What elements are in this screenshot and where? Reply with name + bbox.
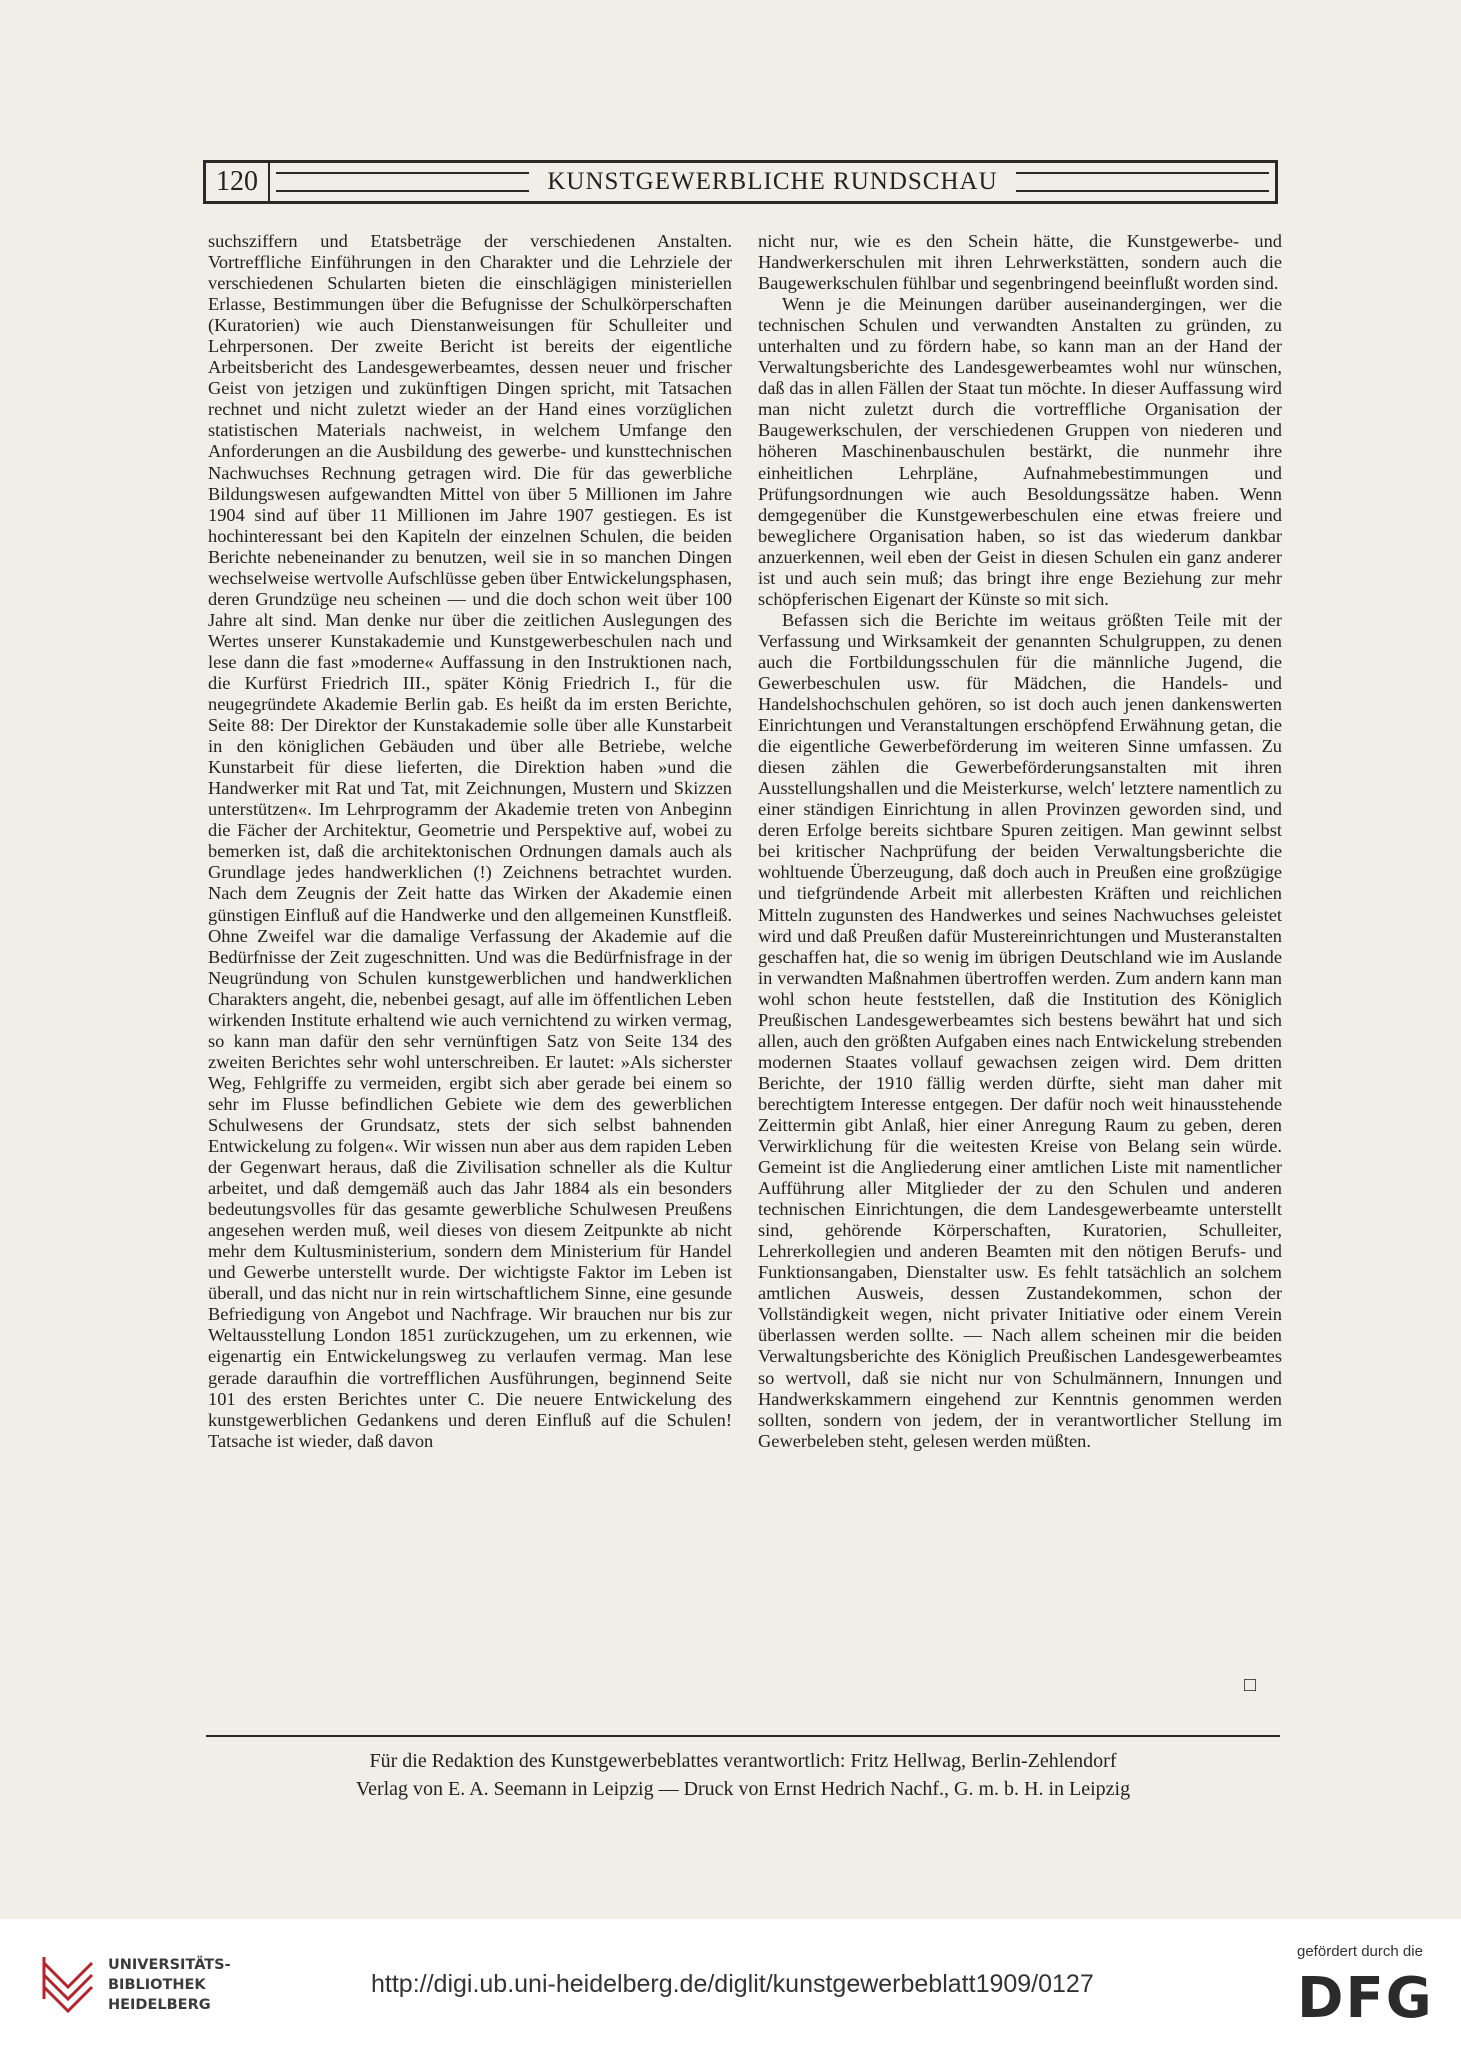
library-name-line-3: HEIDELBERG bbox=[108, 1997, 211, 2013]
library-name-line-2: BIBLIOTHEK bbox=[108, 1977, 206, 1993]
header-rule-right bbox=[1016, 172, 1269, 192]
header-rule-left bbox=[276, 172, 529, 192]
ub-heidelberg-logo-icon bbox=[38, 1953, 98, 2017]
permalink-url[interactable]: http://digi.ub.uni-heidelberg.de/diglit/kunstgewerbeblatt1909/0127 bbox=[371, 1970, 1094, 1998]
running-header bbox=[203, 160, 1278, 204]
right-paragraph-2: Wenn je die Meinungen darüber auseinandergingen, wer die technischen Schulen und verwandten Anstalten zu gründen, zu unterhalten und zu fördern habe, so kann man an der Hand der Verwaltungsberichte des Landesgewerbeamtes wohl nur wünschen, daß das in allen Fällen der Staat tun möchte. In dieser Auffassung wird man nicht zuletzt durch die vortreffliche Organisation der Baugewerkschulen, der verschiedenen Gruppen von niederen und höheren Maschinenbauschulen bestärkt, die nunmehr ihre einheitlichen Lehrpläne, Aufnahmebestimmungen und Prüfungsordnungen wie auch Besoldungssätze haben. Wenn demgegenüber die Kunstgewerbeschulen eine etwas freiere und beweglichere Organisation haben, so ist das wiederum dankbar anzuerkennen, weil eben der Geist in diesen Schulen ein ganz anderer ist und auch sein muß; das bringt ihre enge Beziehung zur mehr schöpferischen Eigenart der Künste so mit sich. bbox=[758, 294, 1282, 609]
page-number: 120 bbox=[206, 163, 270, 201]
funding-caption: gefördert durch die bbox=[1297, 1943, 1423, 1960]
right-paragraph-1: nicht nur, wie es den Schein hätte, die Kunstgewerbe- und Handwerkerschulen mit ihren Lehrwerkstätten, sondern auch die Baugewerkschulen fühlbar und segenbringend beeinflußt worden sind. bbox=[758, 231, 1282, 294]
dfg-logo: DFG bbox=[1297, 1966, 1434, 2031]
library-name-line-1: UNIVERSITÄTS- bbox=[108, 1957, 231, 1973]
right-column bbox=[758, 231, 1282, 1452]
imprint-publisher: Verlag von E. A. Seemann in Leipzig — Druck von Ernst Hedrich Nachf., G. m. b. H. in Leipzig bbox=[355, 1778, 1131, 1800]
digitization-footer bbox=[0, 1919, 1461, 2052]
imprint-editor: Für die Redaktion des Kunstgewerbeblattes verantwortlich: Fritz Hellwag, Berlin-Zehlendorf bbox=[369, 1750, 1117, 1772]
article-end-mark: □ bbox=[1244, 1674, 1257, 1696]
right-paragraph-3: Befassen sich die Berichte im weitaus größten Teile mit der Verfassung und Wirksamkeit der genannten Schulgruppen, zu denen auch die Fortbildungsschulen für die männliche Jugend, die Gewerbeschulen usw. für Mädchen, die Handels- und Handelshochschulen gehören, so ist doch auch jenen dankenswerten Einrichtungen und Veranstaltungen erschöpfend Erwähnung getan, die die eigentliche Gewerbeförderung im weiteren Sinne umfassen. Zu diesen zählen die Gewerbeförderungsanstalten mit ihren Ausstellungshallen und die Meisterkurse, welch' letztere namentlich zu einer ständigen Einrichtung in allen Provinzen geworden sind, und deren Erfolge bereits sichtbare Spuren zeitigen. Man gewinnt selbst bei kritischer Nachprüfung der beiden Verwaltungsberichte die wohltuende Überzeugung, daß doch auch in Preußen eine großzügige und tiefgründende Arbeit mit allerbesten Kräften und reichlichen Mitteln zugunsten des Handwerkes und seines Nachwuchses geleistet wird und daß Preußen dafür Mustereinrichtungen und Musteranstalten geschaffen hat, die so wenig im übrigen Deutschland wie im Auslande in verwandten Maßnahmen übertroffen werden. Zum andern kann man wohl schon heute feststellen, daß die Institution des Königlich Preußischen Landesgewerbeamtes sich bestens bewährt hat und sich allen, auch den größten Aufgaben eines nach Entwickelung strebenden modernen Staates vollauf gewachsen zeigen wird. Dem dritten Berichte, der 1910 fällig werden dürfte, sieht man daher mit berechtigtem Interesse entgegen. Der dafür noch weit hinausstehende Zeittermin gibt Anlaß, hier einer Anregung Raum zu geben, deren Verwirklichung für die weitesten Kreise von Belang sein würde. Gemeint ist die Angliederung einer amtlichen Liste mit namentlicher Aufführung aller Mitglieder der zu den Schulen und anderen technischen Einrichtungen, die dem Landesgewerbeamte unterstellt sind, gehörende Körperschaften, Kuratorien, Schulleiter, Lehrerkollegien und anderen Beamten mit den nötigen Berufs- und Funktionsangaben, Dienstalter usw. Es fehlt tatsächlich an solchem amtlichen Ausweis, dessen Zustandekommen, schon der Vollständigkeit wegen, nicht privater Initiative oder einem Verein überlassen werden sollte. — Nach allem scheinen mir die beiden Verwaltungsberichte des Königlich Preußischen Landesgewerbeamtes so wertvoll, daß sie nicht nur von Schulmännern, Innungen und Handwerkskammern eingehend zur Kenntnis genommen werden sollten, sondern von jedem, der in verantwortlicher Stellung im Gewerbeleben steht, gelesen werden müßten. bbox=[758, 609, 1282, 1451]
library-name bbox=[108, 1955, 231, 2015]
left-paragraph-1: suchsziffern und Etatsbeträge der verschiedenen Anstalten. Vortreffliche Einführungen in den Charakter und die Lehrziele der verschiedenen Schularten bieten die einschlägigen ministeriellen Erlasse, Bestimmungen über die Befugnisse der Schulkörperschaften (Kuratorien) wie auch Dienstanweisungen für Schulleiter und Lehrpersonen. Der zweite Bericht ist bereits der eigentliche Arbeitsbericht des Landesgewerbeamtes, dessen neuer und frischer Geist von jetzigen und zukünftigen Dingen spricht, mit Tatsachen rechnet und nicht zuletzt wieder an der Hand eines vorzüglichen statistischen Materials nachweist, in welchem Umfange den Anforderungen an die Ausbildung des gewerbe- und kunsttechnischen Nachwuchses Rechnung getragen wird. Die für das gewerbliche Bildungswesen aufgewandten Mittel von über 5 Millionen im Jahre 1904 sind auf über 11 Millionen im Jahre 1907 gestiegen. Es ist hochinteressant bei den Kapiteln der einzelnen Schulen, die beiden Berichte nebeneinander zu benutzen, weil sie in so manchen Dingen wechselweise wertvolle Aufschlüsse geben über Entwickelungsphasen, deren Grundzüge neu scheinen — und die doch schon weit über 100 Jahre alt sind. Man denke nur über die zeitlichen Auslegungen des Wertes unserer Kunstakademie und Kunstgewerbeschulen nach und lese dann die fast »moderne« Auffassung in den Instruktionen nach, die Kurfürst Friedrich III., später König Friedrich I., für die neugegründete Akademie Berlin gab. Es heißt da im ersten Berichte, Seite 88: Der Direktor der Kunstakademie solle über alle Kunstarbeit in den königlichen Gebäuden und über alle Betriebe, welche Kunstarbeit für diese lieferten, die Direktion haben »und die Handwerker mit Rat und Tat, mit Zeichnungen, Mustern und Skizzen unterstützen«. Im Lehrprogramm der Akademie treten von Anbeginn die Fächer der Architektur, Geometrie und Perspektive auf, wobei zu bemerken ist, daß die architektonischen Ordnungen damals auch als Grundlage jedes handwerklichen (!) Zeichnens betrachtet wurden. Nach dem Zeugnis der Zeit hatte das Wirken der Akademie einen günstigen Einfluß auf die Handwerke und den allgemeinen Kunstfleiß. Ohne Zweifel war die damalige Verfassung der Akademie auf die Bedürfnisse der Zeit zugeschnitten. Und was die Bedürfnisfrage in der Neugründung von Schulen kunstgewerblichen und handwerklichen Charakters angeht, die, nebenbei gesagt, auf alle im öffentlichen Leben wirkenden Institute erhaltend wie auch vernichtend zu wirken vermag, so kann man dafür den sehr vernünftigen Satz von Seite 134 des zweiten Berichtes sehr wohl unterschreiben. Er lautet: »Als sicherster Weg, Fehlgriffe zu vermeiden, ergibt sich aber gerade bei einem so sehr im Flusse befindlichen Gebiete wie dem des gewerblichen Schulwesens der Grundsatz, stets der sich selbst bahnenden Entwickelung zu folgen«. Wir wissen nun aber aus dem rapiden Leben der Gegenwart heraus, daß die Zivilisation schneller als die Kultur arbeitet, und daß demgemäß auch das Jahr 1884 als ein besonders bedeutungsvolles für das gesamte gewerbliche Schulwesen Preußens angesehen werden muß, weil dieses von diesem Zeitpunkte ab nicht mehr dem Kultusministerium, sondern dem Ministerium für Handel und Gewerbe unterstellt wurde. Der wichtigste Faktor im Leben ist überall, und das nicht nur in rein wirtschaftlichem Sinne, eine gesunde Befriedigung von Angebot und Nachfrage. Wir brauchen nur bis zur Weltausstellung London 1851 zurückzugehen, um zu erkennen, wie eigenartig ein Entwickelungsweg zu verlaufen vermag. Man lese gerade daraufhin die vortrefflichen Ausführungen, beginnend Seite 101 des ersten Berichtes unter C. Die neuere Entwickelung des kunstgewerblichen Gedankens und deren Einfluß auf die Schulen! Tatsache ist wieder, daß davon bbox=[208, 231, 732, 1451]
left-column bbox=[208, 231, 732, 1452]
imprint-rule bbox=[206, 1735, 1280, 1737]
journal-title: KUNSTGEWERBLICHE RUNDSCHAU bbox=[547, 168, 998, 195]
